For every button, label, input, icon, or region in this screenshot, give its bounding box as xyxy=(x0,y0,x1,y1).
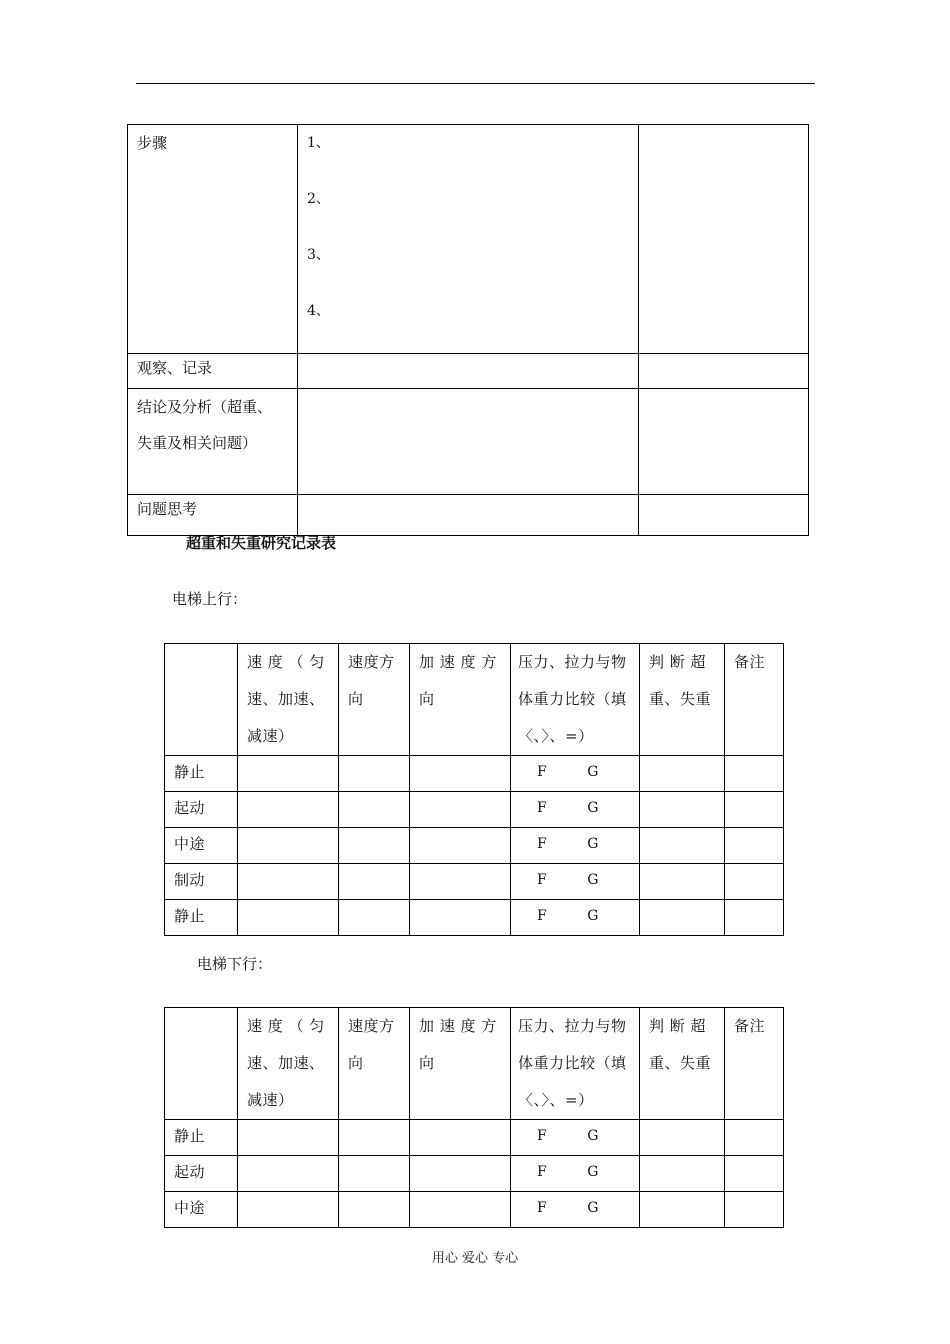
empty-cell xyxy=(639,495,809,536)
header-judge: 判 断 超 重、失重 xyxy=(640,1008,725,1120)
row-label: 静止 xyxy=(165,756,238,792)
table-row xyxy=(128,125,809,354)
fg-cell: F G xyxy=(511,864,640,900)
header-speed: 速 度 （ 匀 速、加速、 减速） xyxy=(238,644,339,756)
fg-cell: F G xyxy=(511,792,640,828)
header-rule xyxy=(136,83,815,84)
header-judge: 判 断 超 重、失重 xyxy=(640,644,725,756)
row-label: 静止 xyxy=(165,900,238,936)
header-row xyxy=(165,1008,784,1120)
row-label-question: 问题思考 xyxy=(128,495,298,536)
step-1: 1、 xyxy=(307,135,330,151)
row-label: 静止 xyxy=(165,1120,238,1156)
section-down-label: 电梯下行： xyxy=(197,955,273,973)
header-note: 备注 xyxy=(725,1008,784,1120)
table-row xyxy=(165,792,784,828)
table-row xyxy=(128,389,809,495)
fg-cell: F G xyxy=(511,828,640,864)
table-row xyxy=(128,354,809,389)
empty-cell xyxy=(298,389,639,495)
page-title: 超重和失重研究记录表 xyxy=(186,534,337,552)
row-label-conclusion xyxy=(128,389,298,495)
section-up-label: 电梯上行： xyxy=(172,590,248,608)
row-label: 中途 xyxy=(165,828,238,864)
empty-cell xyxy=(639,389,809,495)
table-row xyxy=(165,756,784,792)
conclusion-line-1: 结论及分析（超重、 xyxy=(137,398,273,416)
table-row xyxy=(165,864,784,900)
table-row xyxy=(165,1120,784,1156)
header-accel-direction: 加 速 度 方 向 xyxy=(410,644,511,756)
step-4: 4、 xyxy=(307,303,330,319)
header-speed-direction: 速度方 向 xyxy=(339,1008,410,1120)
empty-cell xyxy=(298,354,639,389)
table-row xyxy=(128,495,809,536)
table-row xyxy=(165,828,784,864)
experiment-table xyxy=(127,124,809,536)
fg-cell: F G xyxy=(511,900,640,936)
steps-cell xyxy=(298,125,639,354)
row-label-observe: 观察、记录 xyxy=(128,354,298,389)
fg-cell: F G xyxy=(511,1192,640,1228)
empty-cell xyxy=(639,354,809,389)
step-2: 2、 xyxy=(307,191,330,207)
elevator-down-table xyxy=(164,1007,784,1228)
step-3: 3、 xyxy=(307,247,330,263)
row-label: 制动 xyxy=(165,864,238,900)
empty-cell xyxy=(298,495,639,536)
header-accel-direction: 加 速 度 方 向 xyxy=(410,1008,511,1120)
fg-cell: F G xyxy=(511,756,640,792)
header-note: 备注 xyxy=(725,644,784,756)
header-compare: 压力、拉力与物 体重力比较（填 〈、〉、=） xyxy=(511,644,640,756)
row-label: 中途 xyxy=(165,1192,238,1228)
elevator-up-table xyxy=(164,643,784,936)
fg-cell: F G xyxy=(511,1156,640,1192)
header-row xyxy=(165,644,784,756)
table-row xyxy=(165,1156,784,1192)
header-speed-direction: 速度方 向 xyxy=(339,644,410,756)
corner-cell xyxy=(165,644,238,756)
header-speed: 速 度 （ 匀 速、加速、 减速） xyxy=(238,1008,339,1120)
table-row xyxy=(165,1192,784,1228)
conclusion-line-2: 失重及相关问题） xyxy=(137,434,258,452)
fg-cell: F G xyxy=(511,1120,640,1156)
row-label-steps: 步骤 xyxy=(128,125,298,354)
page-footer: 用心 爱心 专心 xyxy=(431,1251,519,1266)
corner-cell xyxy=(165,1008,238,1120)
empty-cell xyxy=(639,125,809,354)
table-row xyxy=(165,900,784,936)
row-label: 起动 xyxy=(165,1156,238,1192)
header-compare: 压力、拉力与物 体重力比较（填 〈、〉、=） xyxy=(511,1008,640,1120)
row-label: 起动 xyxy=(165,792,238,828)
